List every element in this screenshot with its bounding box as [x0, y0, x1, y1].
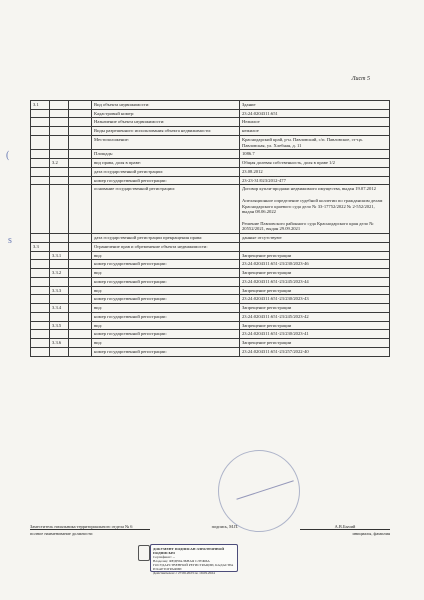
row-number-cell [31, 251, 50, 260]
row-number-cell [69, 295, 92, 304]
registry-table [30, 100, 390, 357]
table-row [31, 127, 390, 136]
row-number-cell [31, 118, 50, 127]
table-row [31, 347, 390, 356]
row-number-cell: 3.3.5 [50, 321, 69, 330]
row-number-cell [31, 304, 50, 313]
electronic-signature-box [150, 544, 238, 575]
row-number-cell [31, 127, 50, 136]
row-number-cell [31, 321, 50, 330]
row-number-cell [69, 127, 92, 136]
row-number-cell [31, 339, 50, 348]
row-number-cell [69, 304, 92, 313]
row-number-cell [31, 159, 50, 168]
field-label: вид права, доля в праве: [92, 159, 240, 168]
row-number-cell [50, 185, 69, 234]
table-row [31, 176, 390, 185]
field-label: Местоположение: [92, 135, 240, 149]
row-number-cell [31, 135, 50, 149]
table-row [31, 185, 390, 234]
table-row [31, 135, 390, 149]
row-number-cell [31, 286, 50, 295]
field-value: Запрещение регистрации [240, 321, 390, 330]
row-number-cell [31, 260, 50, 269]
row-number-cell [50, 150, 69, 159]
table-row [31, 321, 390, 330]
field-value: Запрещение регистрации [240, 251, 390, 260]
row-number-cell [31, 347, 50, 356]
field-value: Краснодарский край, р-н. Павловский, с/п. Павловское, ст-ца. Павловская, ул. Хлебная, д. 11 [240, 135, 390, 149]
table-row [31, 260, 390, 269]
row-number-cell [69, 269, 92, 278]
row-number-cell [69, 101, 92, 110]
row-number-cell [69, 242, 92, 251]
margin-handwriting-mark: s [8, 235, 12, 246]
field-value: 23:24:0204311:651-23/245/2023-42 [240, 312, 390, 321]
field-value: 23:24:0204311:651-23/257/2022-40 [240, 347, 390, 356]
field-label: вид: [92, 286, 240, 295]
field-value: Запрещение регистрации [240, 286, 390, 295]
table-row [31, 286, 390, 295]
row-number-cell [50, 167, 69, 176]
ecp-line: Сертификат: ... [153, 555, 176, 559]
field-label: Вид объекта недвижимости: [92, 101, 240, 110]
row-number-cell [31, 269, 50, 278]
table-row [31, 109, 390, 118]
row-number-cell [50, 295, 69, 304]
table-row [31, 269, 390, 278]
field-label: Виды разрешенного использования объекта недвижимости: [92, 127, 240, 136]
row-number-cell: 3.3.4 [50, 304, 69, 313]
signer-name: А.В.Бычий [300, 524, 390, 530]
row-number-cell [50, 101, 69, 110]
ecp-title: ДОКУМЕНТ ПОДПИСАН ЭЛЕКТРОННОЙ ПОДПИСЬЮ [153, 547, 225, 555]
row-number-cell [31, 295, 50, 304]
table-row [31, 251, 390, 260]
row-number-cell [69, 234, 92, 243]
table-row [31, 304, 390, 313]
row-number-cell [69, 185, 92, 234]
field-value: 23:24:0204311:651-23/230/2023-41 [240, 330, 390, 339]
table-row [31, 295, 390, 304]
row-number-cell [69, 286, 92, 295]
row-number-cell: 3.3 [31, 242, 50, 251]
field-value: 23-23-31/023/2012-477 [240, 176, 390, 185]
row-number-cell: 3.3.2 [50, 269, 69, 278]
field-label: номер государственной регистрации: [92, 347, 240, 356]
field-value: 23.08.2012 [240, 167, 390, 176]
field-label: номер государственной регистрации: [92, 312, 240, 321]
ecp-line: Действителен: с 27.06.2023 по 19.09.2024 [153, 571, 215, 575]
table-row [31, 339, 390, 348]
field-value [240, 242, 390, 251]
field-label: Назначение объекта недвижимости: [92, 118, 240, 127]
row-number-cell [69, 109, 92, 118]
row-number-cell [31, 277, 50, 286]
row-number-cell [31, 185, 50, 234]
field-label: номер государственной регистрации: [92, 260, 240, 269]
signature-caption: подпись, М.П. [211, 524, 239, 529]
field-label: дата государственной регистрации: [92, 167, 240, 176]
field-label: Ограничение прав и обременение объекта недвижимости: [92, 242, 240, 251]
field-value: 23:24:0204311:651-23/230/2023-43 [240, 295, 390, 304]
signature-footer [30, 524, 390, 536]
field-value: 1086.7 [240, 150, 390, 159]
table-row [31, 312, 390, 321]
table-row [31, 150, 390, 159]
field-value: Запрещение регистрации [240, 269, 390, 278]
row-number-cell [50, 176, 69, 185]
field-label: вид: [92, 251, 240, 260]
row-number-cell [50, 118, 69, 127]
sheet-number: Лист 5 [351, 76, 370, 82]
field-label: Кадастровый номер: [92, 109, 240, 118]
row-number-cell [31, 234, 50, 243]
row-number-cell [69, 339, 92, 348]
row-number-cell [69, 176, 92, 185]
table-row [31, 167, 390, 176]
row-number-cell [69, 159, 92, 168]
field-value: 23:24:0204311:651 [240, 109, 390, 118]
row-number-cell [31, 150, 50, 159]
row-number-cell [69, 321, 92, 330]
row-number-cell [69, 260, 92, 269]
field-label: вид: [92, 304, 240, 313]
field-value: данные отсутствуют [240, 234, 390, 243]
margin-handwriting-mark: ( [6, 150, 10, 161]
row-number-cell: 3.3.3 [50, 286, 69, 295]
row-number-cell [50, 330, 69, 339]
row-number-cell [69, 150, 92, 159]
table-row [31, 234, 390, 243]
row-number-cell [31, 167, 50, 176]
row-number-cell [69, 330, 92, 339]
field-label: номер государственной регистрации: [92, 330, 240, 339]
field-value: 23:24:0204311:651-23/245/2023-44 [240, 277, 390, 286]
position-title: Заместитель начальника территориального отдела № 6 [30, 524, 150, 530]
table-row [31, 101, 390, 110]
row-number-cell [50, 242, 69, 251]
row-number-cell [69, 251, 92, 260]
row-number-cell [50, 260, 69, 269]
row-number-cell [31, 176, 50, 185]
field-label: номер государственной регистрации: [92, 295, 240, 304]
row-number-cell [50, 347, 69, 356]
row-number-cell [50, 277, 69, 286]
row-number-cell [31, 312, 50, 321]
row-number-cell: 3.1 [31, 101, 50, 110]
field-value: Нежилое [240, 118, 390, 127]
table-row [31, 242, 390, 251]
field-label: номер государственной регистрации: [92, 277, 240, 286]
field-value: нежилое [240, 127, 390, 136]
row-number-cell: 3.2 [50, 159, 69, 168]
name-caption: инициалы, фамилия [352, 531, 390, 536]
field-value: Запрещение регистрации [240, 304, 390, 313]
row-number-cell: 3.3.1 [50, 251, 69, 260]
field-value: Договор купли-продажи недвижимого имущества, выдан 19.07.2012 Апелляционное определение судебной коллегии по гражданским делам Краснодарского краевого суда дело № 33-17752/2022 № 2-552/2021, выдан 08.06.2022 Решение Павловского районного суда Краснодарского края дело № 20552/2021, выдан 29.09.2021 [240, 185, 390, 234]
row-number-cell [69, 135, 92, 149]
field-value: Здание [240, 101, 390, 110]
row-number-cell [50, 127, 69, 136]
row-number-cell [31, 330, 50, 339]
coat-of-arms-icon [138, 545, 150, 561]
row-number-cell [50, 135, 69, 149]
field-label: основание государственной регистрации: [92, 185, 240, 234]
row-number-cell [69, 277, 92, 286]
field-label: вид: [92, 269, 240, 278]
row-number-cell [69, 167, 92, 176]
ecp-line: Владелец: ФЕДЕРАЛЬНАЯ СЛУЖБА ГОСУДАРСТВЕННОЙ РЕГИСТРАЦИИ, КАДАСТРА И КАРТОГРАФИИ [153, 559, 234, 571]
field-label: вид: [92, 339, 240, 348]
row-number-cell [69, 118, 92, 127]
table-row [31, 277, 390, 286]
row-number-cell [50, 312, 69, 321]
position-caption: полное наименование должности [30, 531, 93, 536]
field-value: Запрещение регистрации [240, 339, 390, 348]
field-label: дата государственной регистрации прекращения права: [92, 234, 240, 243]
field-value: Общая долевая собственность, доля в праве 1/2 [240, 159, 390, 168]
table-row [31, 159, 390, 168]
field-label: вид: [92, 321, 240, 330]
row-number-cell [31, 109, 50, 118]
field-value: 23:24:0204311:651-23/230/2023-46 [240, 260, 390, 269]
row-number-cell [69, 312, 92, 321]
table-row [31, 118, 390, 127]
row-number-cell: 3.3.6 [50, 339, 69, 348]
row-number-cell [50, 234, 69, 243]
row-number-cell [50, 109, 69, 118]
table-row [31, 330, 390, 339]
field-label: номер государственной регистрации: [92, 176, 240, 185]
field-label: Площадь: [92, 150, 240, 159]
row-number-cell [69, 347, 92, 356]
